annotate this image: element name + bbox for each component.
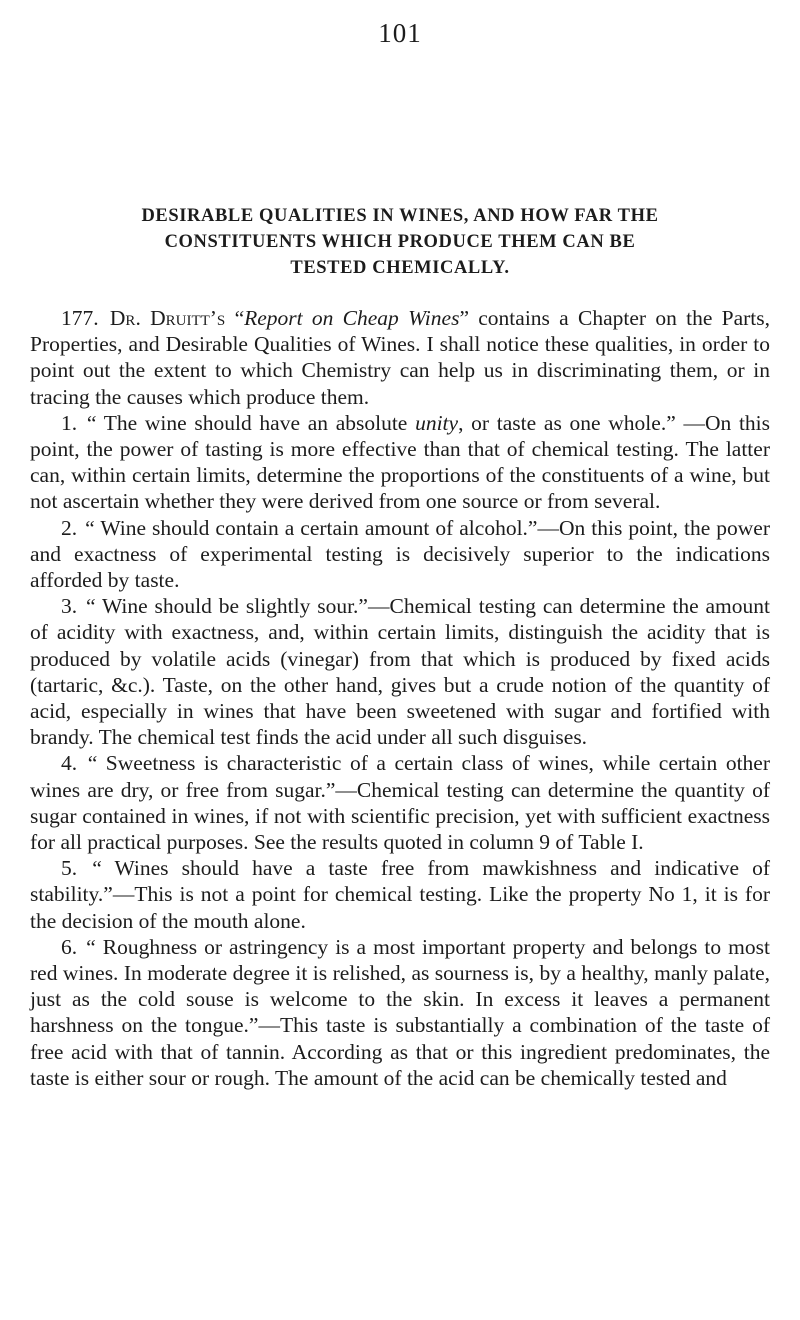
- heading-line-3: TESTED CHEMICALLY.: [290, 258, 510, 278]
- list-item-4: [30, 750, 770, 855]
- item-comment: —On this point, the power of tasting is more effective than that of chemical testing. The latter can, within certain limits, determine the proportions of the constituents of a wine, but not ascertain whether they were derived from one source or from several.: [30, 410, 771, 514]
- item-quote: “ Wine should contain a certain amount of alcohol.”: [85, 515, 538, 540]
- list-item-1: [30, 410, 770, 515]
- heading-line-1: DESIRABLE QUALITIES IN WINES, AND HOW FAR THE: [141, 206, 659, 226]
- item-number: 4.: [61, 751, 78, 776]
- item-quote: “ Wines should have a taste free from mawkishness and indicative of stability.”: [30, 856, 771, 907]
- paragraph-number: 177.: [61, 306, 99, 330]
- item-comment: —Chemical testing can determine the amount of acidity with exactness, and, within certain limits, distinguish the acidity that is produced by volatile acids (vinegar) from that which is produced by fixed acids (tartaric, &c.). Taste, on the other hand, gives but a crude notion of the quantity of acid, especially in wines that have been sweetened with sugar and fortified with brandy. The chemical test finds the acid under all such disguises.: [30, 594, 770, 750]
- item-comment: —Chemical testing can determine the quantity of sugar contained in wines, if not with scientific precision, yet with sufficient exactness for all practical purposes. See the results quoted in column 9 of Table I.: [30, 777, 771, 855]
- item-number: 1.: [61, 410, 78, 435]
- item-quote: “ Roughness or astringency is a most important property and belongs to most red wines. In moderate degree it is relished, as sourness is, by a healthy, manly palate, just as the cold souse is welcome to the skin. In excess it leaves a permanent harshness on the tongue.”: [30, 934, 770, 1038]
- item-comment: —This taste is substantially a combination of the taste of free acid with that of tannin. According as that or this ingredient predominates, the taste is either sour or rough. The amount of the acid can be chemically tested and: [30, 1013, 771, 1090]
- item-number: 6.: [61, 934, 78, 959]
- item-quote: “ Sweetness is characteristic of a certain class of wines, while certain other wines are dry, or free from sugar.”: [30, 751, 771, 802]
- book-title: Report on Cheap Wines: [244, 306, 460, 330]
- item-number: 5.: [61, 856, 78, 881]
- chapter-heading: [40, 203, 760, 281]
- intro-text: ” contains a Chapter on the Parts, Properties, and Desirable Qualities of Wines. I shall notice these qualities, in order to point out the extent to which Chemistry can help us in discriminating them, or in tracing the causes which produce them.: [30, 306, 771, 409]
- item-quote-end: , or taste as one whole.”: [458, 410, 676, 435]
- item-emphasis: unity: [415, 410, 459, 435]
- item-quote: “ Wine should be slightly sour.”: [85, 594, 368, 619]
- item-comment: —This is not a point for chemical testing. Like the property No 1, it is for the decision of the mouth alone.: [30, 882, 770, 933]
- item-quote: “ The wine should have an absolute: [86, 410, 416, 435]
- item-number: 3.: [61, 594, 78, 619]
- list-item-6: [30, 934, 770, 1091]
- list-item-3: [30, 593, 770, 750]
- item-number: 2.: [61, 515, 78, 540]
- intro-paragraph: [30, 305, 770, 410]
- list-item-2: [30, 515, 770, 594]
- list-item-5: [30, 855, 770, 934]
- page-number: 101: [378, 18, 422, 48]
- quote-open: “: [234, 306, 245, 330]
- body-text: [30, 305, 770, 1091]
- author-name: Dr. Druitt’s: [109, 306, 226, 330]
- heading-line-2: CONSTITUENTS WHICH PRODUCE THEM CAN BE: [164, 232, 636, 252]
- item-comment: —On this point, the power and exactness of experimental testing is decisively superior to the indications afforded by taste.: [30, 515, 770, 593]
